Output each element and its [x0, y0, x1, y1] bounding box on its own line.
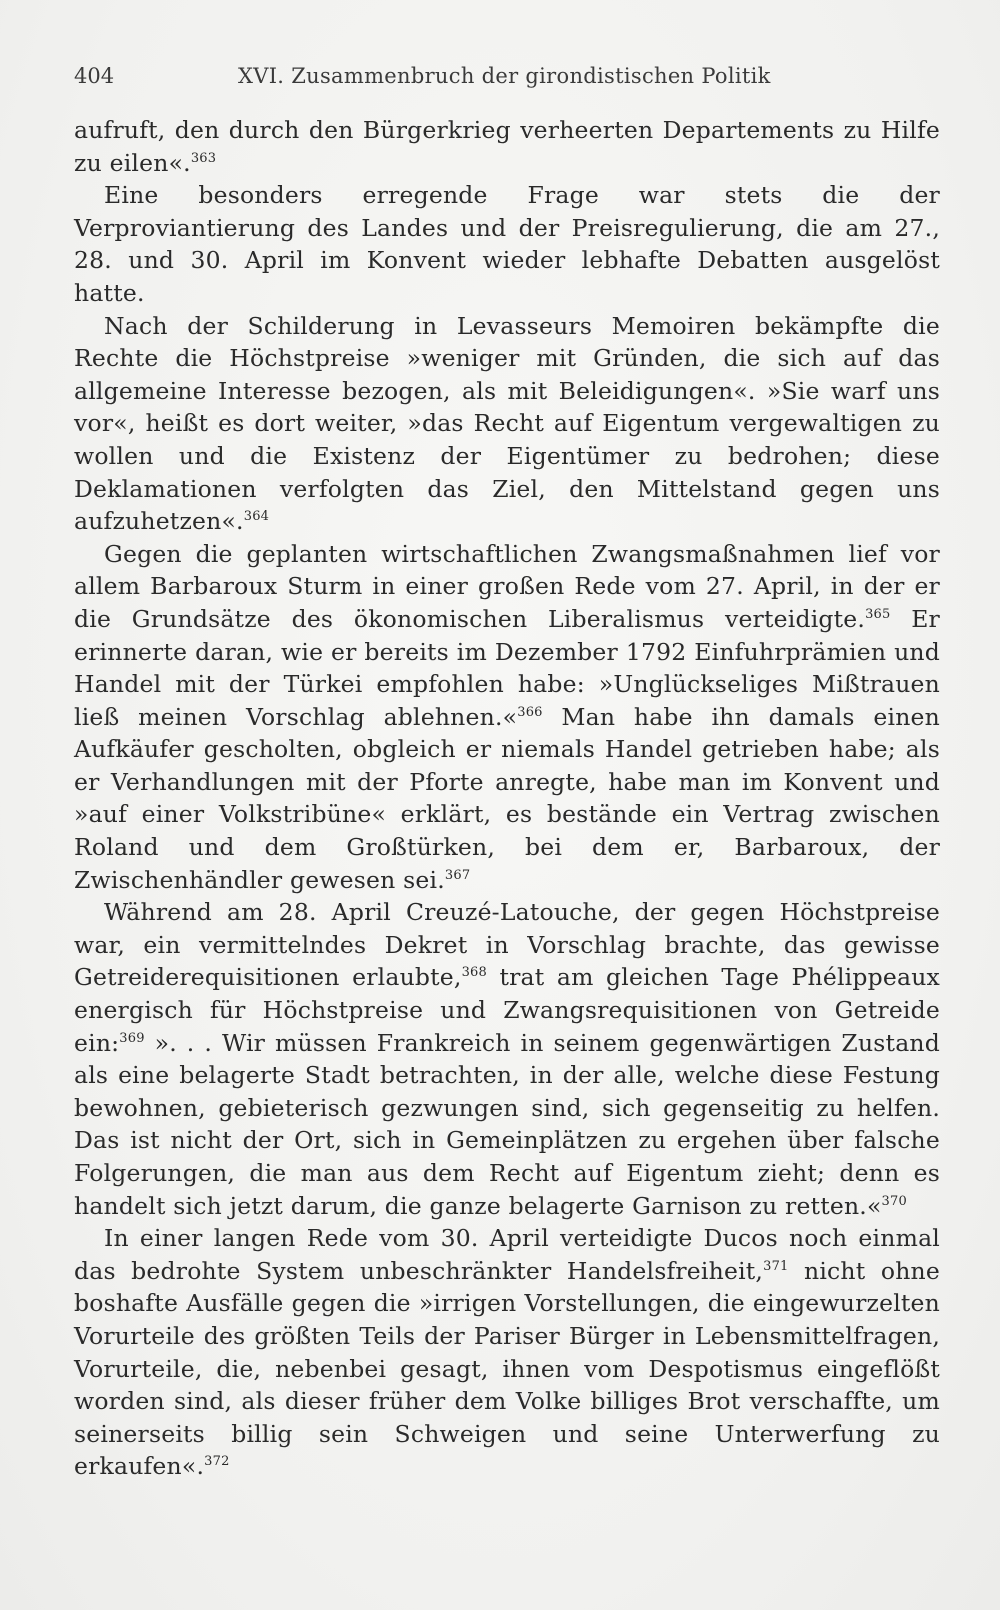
footnote-marker: 367	[444, 867, 471, 883]
paragraph-text: Während am 28. April Creuzé-Latouche, der gegen Höchstpreise war, ein vermittelndes Dekret in Vorschlag brachte, das gewisse Getreiderequisitionen erlaubte,	[74, 898, 940, 992]
footnote-marker: 363	[190, 150, 217, 166]
paragraph	[74, 179, 940, 309]
paragraph	[74, 896, 940, 1222]
footnote-marker: 372	[204, 1454, 230, 1470]
paragraph-text: trat am gleichen Tage Phélippeaux energisch für Höchstpreise und Zwangsrequisitionen von Getreide ein:	[74, 963, 940, 1057]
footnote-marker: 369	[119, 1030, 145, 1046]
footnote-marker: 368	[461, 965, 487, 981]
paragraph	[74, 114, 940, 179]
footnote-marker: 364	[243, 509, 270, 525]
paragraph-text: Er erinnerte daran, wie er bereits im Dezember 1792 Einfuhrprämien und Handel mit der Türkei empfohlen habe: »Unglückseliges Mißtrauen ließ meinen Vorschlag ablehnen.«	[74, 604, 940, 731]
footnote-marker: 365	[865, 606, 891, 622]
paragraph-text: In einer langen Rede vom 30. April verteidigte Ducos noch einmal das bedrohte System unbeschränkter Handelsfreiheit,	[74, 1224, 940, 1285]
paragraph	[74, 538, 940, 897]
running-head	[74, 58, 934, 94]
footnote-marker: 370	[881, 1193, 907, 1209]
body-text	[74, 114, 940, 1584]
paragraph	[74, 310, 940, 538]
footnote-marker: 371	[763, 1258, 789, 1274]
paragraph	[74, 1222, 940, 1483]
paragraph-text: Man habe ihn damals einen Aufkäufer gescholten, obgleich er niemals Handel getrieben habe; als er Verhandlungen mit der Pforte anregte, habe man im Konvent und »auf einer Volkstribüne« erklärt, es bestände ein Vertrag zwischen Roland und dem Großtürken, bei dem er, Barbaroux, der Zwischenhändler gewesen sei.	[74, 702, 940, 894]
paragraph-text: Eine besonders erregende Frage war stets die der Verproviantierung des Landes und der Preisregulierung, die am 27., 28. und 30. April im Konvent wieder lebhafte Debatten ausgelöst hatte.	[74, 181, 940, 307]
paragraph-text: Nach der Schilderung in Levasseurs Memoiren bekämpfte die Rechte die Höchstpreise »weniger mit Gründen, die sich auf das allgemeine Interesse bezogen, als mit Beleidigungen«. »Sie warf uns vor«, heißt es dort weiter, »das Recht auf Eigentum vergewaltigen zu wollen und die Existenz der Eigentümer zu bedrohen; diese Deklamationen verfolgten das Ziel, den Mittelstand gegen uns aufzuhetzen«.	[74, 311, 940, 536]
page-number: 404	[74, 64, 115, 88]
paragraph-text: ». . . Wir müssen Frankreich in seinem gegenwärtigen Zustand als eine belagerte Stadt betrachten, in der alle, welche diese Festung bewohnen, gebieterisch gezwungen sind, sich gegenseitig zu helfen. Das ist nicht der Ort, sich in Gemeinplätzen zu ergehen über falsche Folgerungen, die man aus dem Recht auf Eigentum zieht; denn es handelt sich jetzt darum, die ganze belagerte Garnison zu retten.«	[74, 1028, 940, 1220]
chapter-title: XVI. Zusammenbruch der girondistischen Politik	[238, 64, 771, 88]
paragraph-text: aufruft, den durch den Bürgerkrieg verheerten Departements zu Hilfe zu eilen«.	[74, 116, 940, 177]
footnote-marker: 366	[517, 704, 543, 720]
paragraph-text: nicht ohne boshafte Ausfälle gegen die »irrigen Vorstellungen, die eingewurzelten Vorurteile des größten Teils der Pariser Bürger in Lebensmittelfragen, Vorurteile, die, nebenbei gesagt, ihnen vom Despotismus eingeflößt worden sind, als dieser früher dem Volke billiges Brot verschaffte, um seinerseits billig sein Schweigen und seine Unterwerfung zu erkaufen«.	[74, 1256, 940, 1481]
paragraph-text: Gegen die geplanten wirtschaftlichen Zwangsmaßnahmen lief vor allem Barbaroux Sturm in einer großen Rede vom 27. April, in der er die Grundsätze des ökonomischen Liberalismus verteidigte.	[74, 539, 940, 633]
